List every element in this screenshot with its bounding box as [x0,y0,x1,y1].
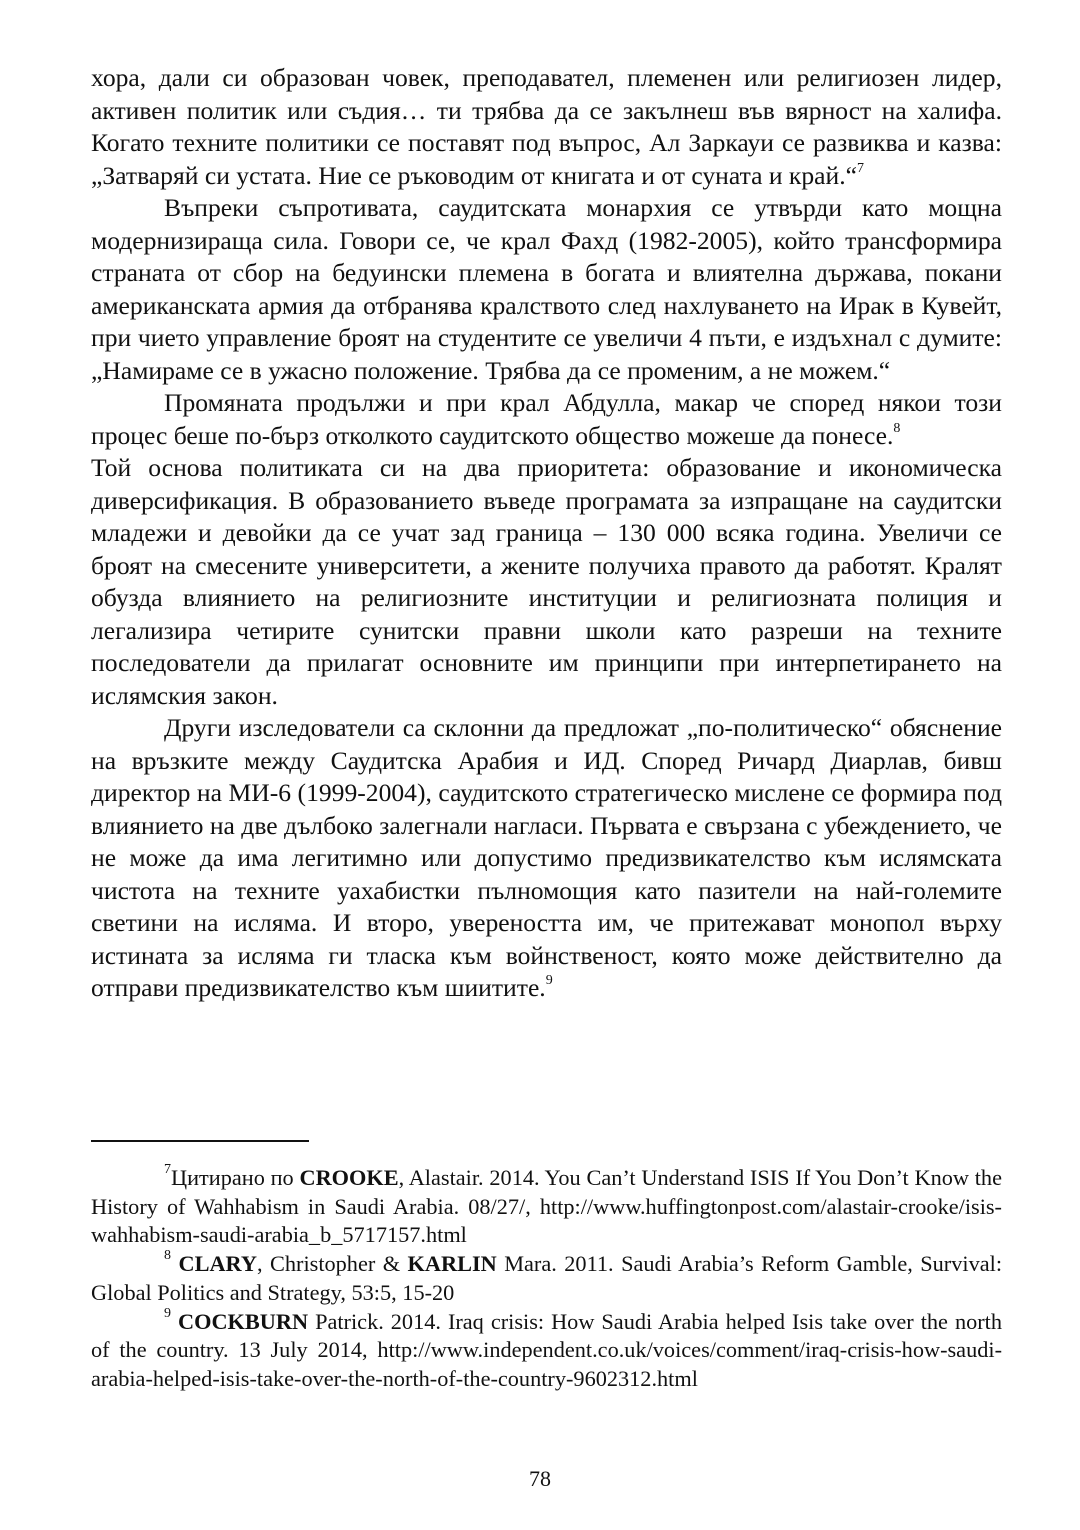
paragraph-4: Той основа политиката си на два приоритета: образование и икономическа диверсификация. В образованието въведе програмата за изпращане на саудитски младежи и девойки да се учат зад граница – 130 000 всяка година. Увеличи се броят на смесените университети, а жените получиха правото да работят. Кралят обузда влиянието на религиозните институции и религиозната полиция и легализира четирите сунитски правни школи като разреши на техните последователи да прилагат основните им принципи при интерпетирането на ислямския закон. [91,453,1002,710]
footnote-number: 8 [164,1248,171,1264]
page-number: 78 [529,1466,551,1491]
footnote-author-2: KARLIN [407,1251,497,1277]
footnote-author: COCKBURN [178,1308,309,1334]
footnotes [91,1164,1002,1394]
footnote-7: $^7$Цитирано по CROOKE, Alastair. 2014. You Can’t Understand ISIS If You Don’t Know the History of Wahhabism in Saudi Arabia. 08/27/, http://www.huffingtonpost.com/alastair-crooke/isis-wahhabism-saudi-arabia_b_5717157.html [91,1162,1002,1248]
paragraph-5: Други изследователи са склонни да предложат „по-политическо“ обяснение на връзките между Саудитска Арабия и ИД. Според Ричард Диарлав, бивш директор на МИ-6 (1999-2004), саудитското стратегическо мислене се формира под влиянието на две дълбоко залегнали нагласи. Първата е свързана с убеждението, че не може да има легитимно или допустимо предизвикателство към ислямската чистота на техните уахабистки пълномощия като пазители на най-големите светини на исляма. И второ, увереността им, че притежават монопол върху истината за исляма ги тласка към войнственост, която може действително да отправи предизвикателство към шиитите.$^9$ [91,713,1002,1002]
footnote-author: CROOKE [299,1165,399,1190]
body-text [91,62,1002,1005]
footnote-8: $^8$ CLARY, Christopher & KARLIN Mara. 2011. Saudi Arabia’s Reform Gamble, Survival: Global Politics and Strategy, 53:5, 15-20 [91,1248,1003,1305]
footnote-number: 9 [164,1305,171,1321]
paragraph-2: Въпреки съпротивата, саудитската монархия се утвърди като мощна модернизираща сила. Говори се, че крал Фахд (1982-2005), който трансформира страната от сбор на бедуински племена в богата и влиятелна държава, покани американската армия да отбранява кралството след нахлуването на Ирак в Кувейт, при чието управление броят на студентите се увеличи 4 пъти, е издъхнал с думите: „Намираме се в ужасно положение. Трябва да се променим, а не можем.“ [91,193,1002,385]
footnote-9: $^9$ COCKBURN Patrick. 2014. Iraq crisis: How Saudi Arabia helped Isis take over the north of the country. 13 July 2014, http://www.independent.co.uk/voices/comment/iraq-crisis-how-saudi-arabia-helped-isis-take-over-the-north-of-the-country-9602312.html [91,1305,1003,1391]
footnote-separator [91,1140,309,1142]
footnote-author: CLARY [178,1251,257,1277]
footnote-ref-7[interactable]: 7 [856,160,864,176]
footnote-number: 7 [164,1162,171,1178]
footnote-ref-9[interactable]: 9 [545,973,553,989]
footnote-ref-8[interactable]: 8 [893,420,901,436]
paragraph-1: хора, дали си образован човек, преподавател, племенен или религиозен лидер, активен политик или съдия… ти трябва да се закълнеш във вярност на халифа. Когато техните политики се поставят под въпрос, Ал Заркауи се развиква и казва: „Затваряй си устата. Ние се ръководим от книгата и от суната и край.“$^7$ [91,63,1002,190]
paragraph-3: Промяната продължи и при крал Абдулла, макар че според някои този процес беше по-бърз отколкото саудитското общество можеше да понесе.$^8$ [91,388,1002,450]
